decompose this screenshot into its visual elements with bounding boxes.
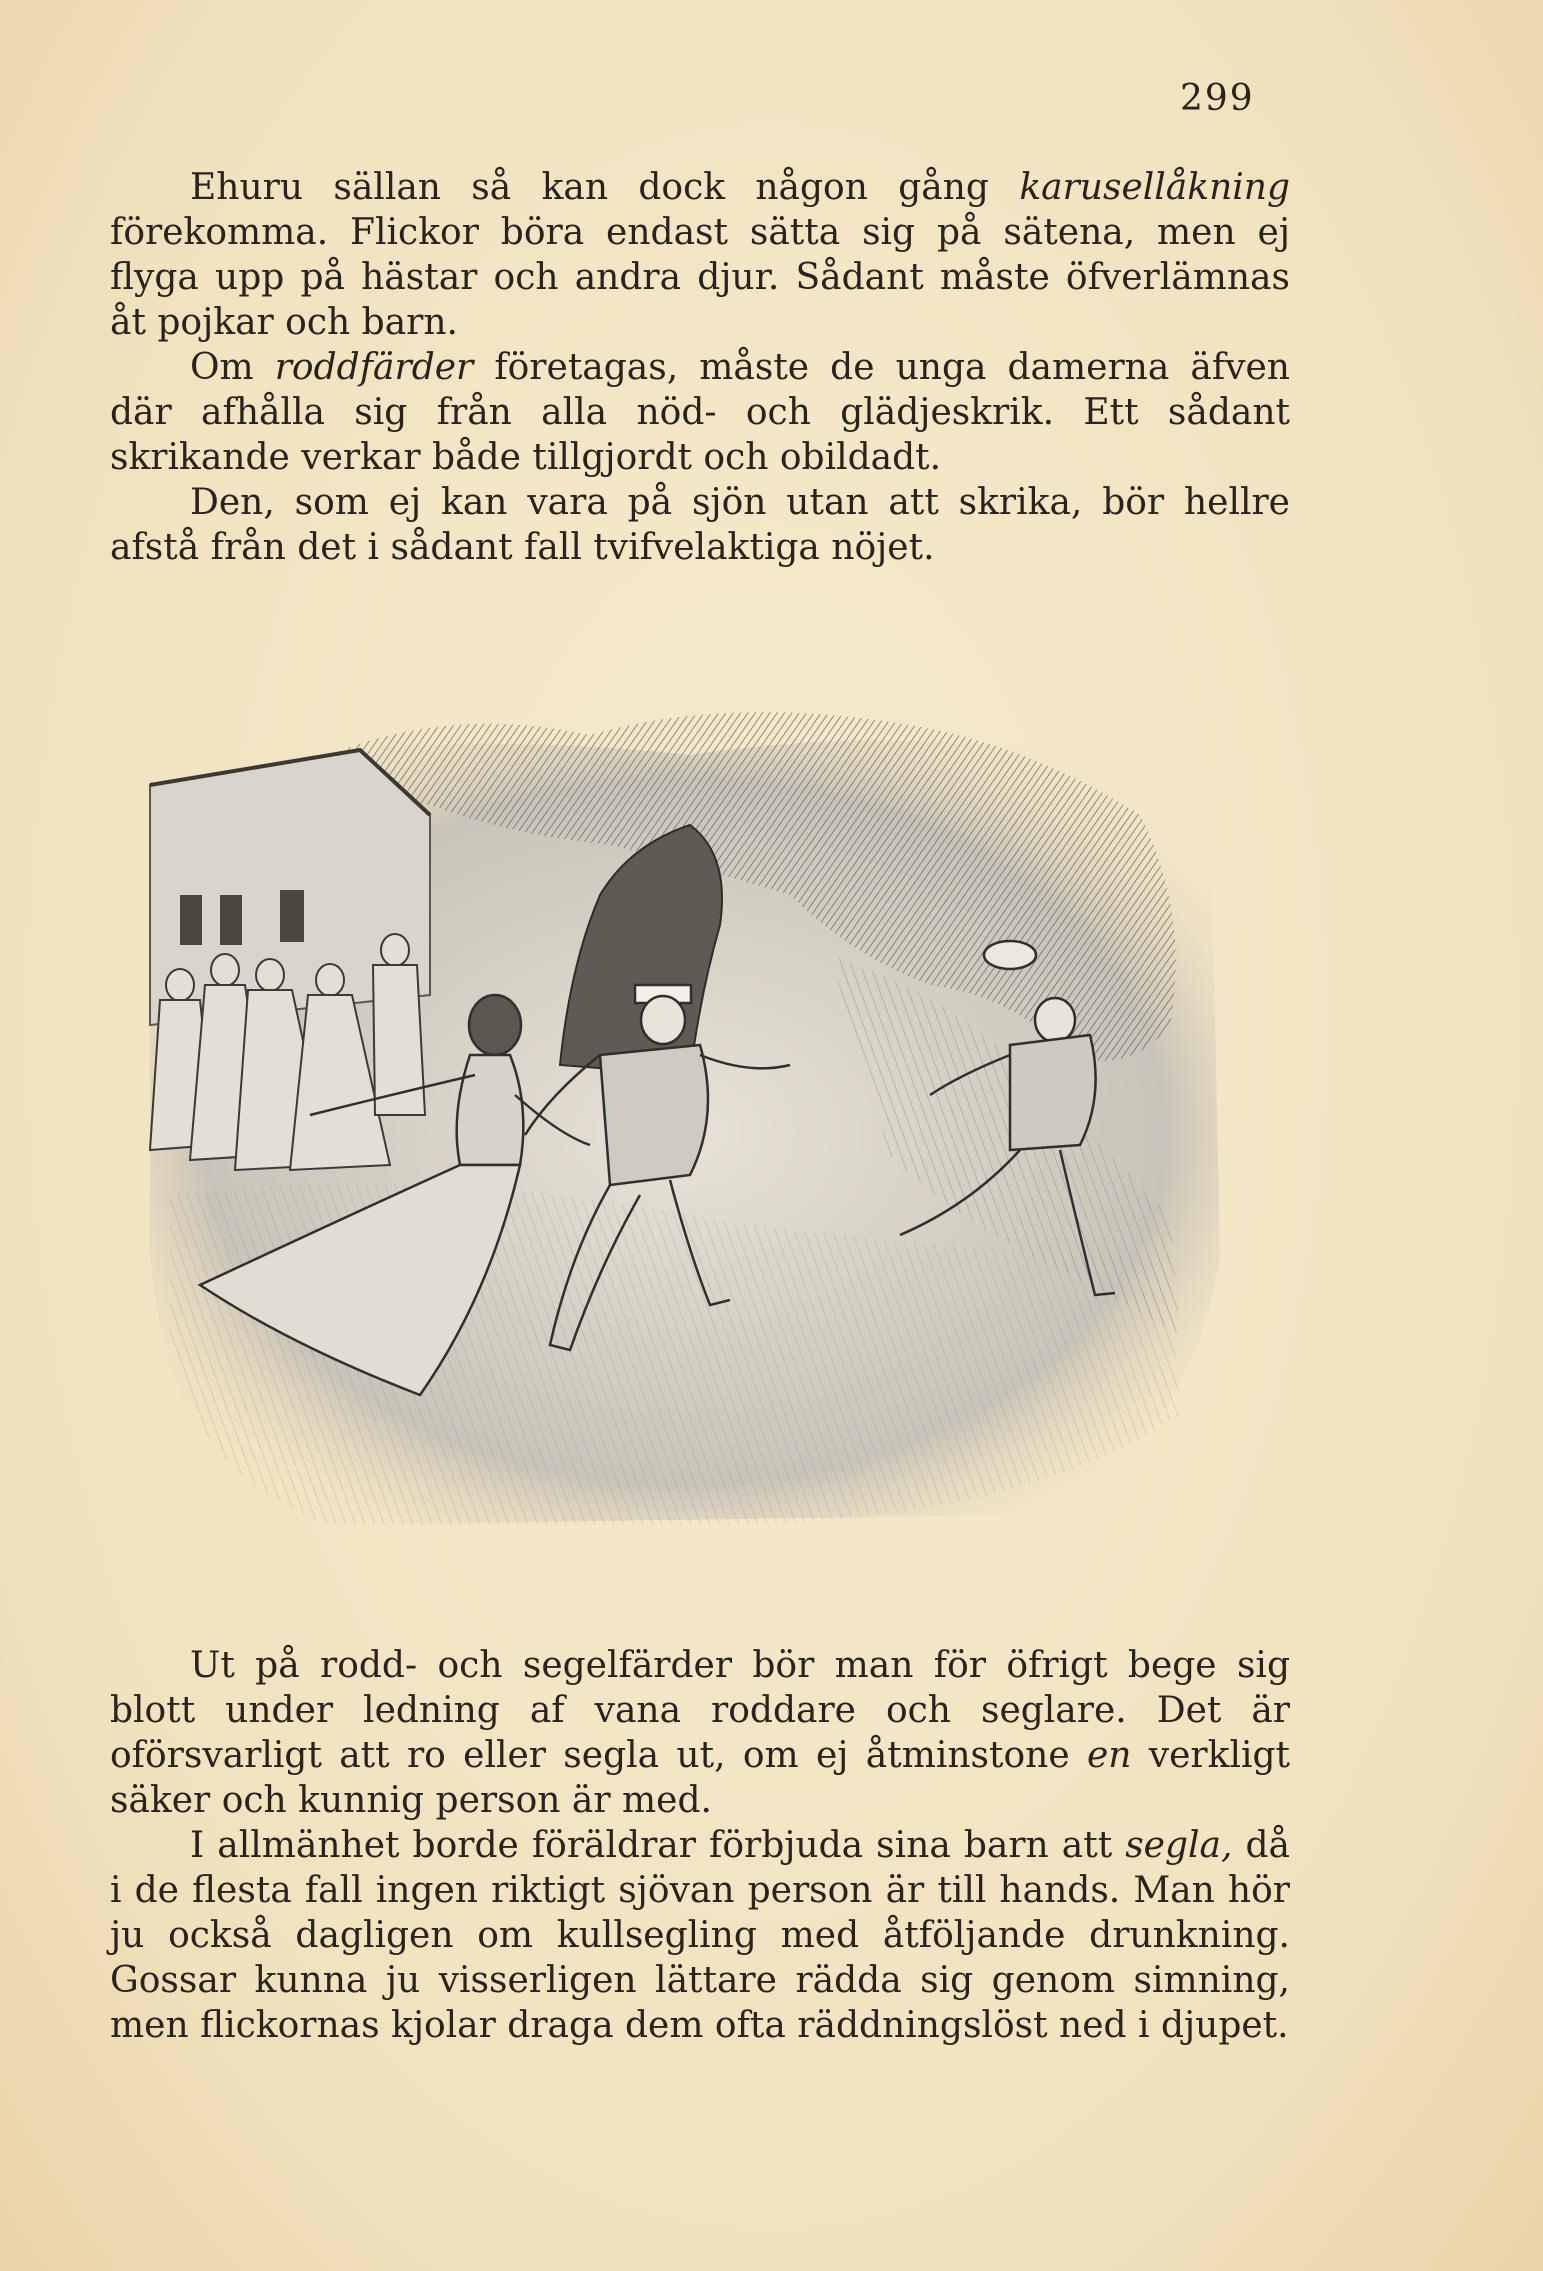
bottom-text-block [110, 1643, 1290, 2048]
paragraph-sailing-guidance: Ut på rodd- och segelfärder bör man för öfrigt bege sig blott under ledning af vana roddare och seglare. Det är oförsvarligt att ro eller segla ut, om ej åtminstone en verkligt säker och kunnig person är med. [110, 1645, 1290, 1821]
paragraph-rowing: Om roddfärder företagas, måste de unga damerna äfven där afhålla sig från alla nöd- och glädjeskrik. Ett sådant skrikande verkar både tillgjordt och obildadt. [110, 347, 1290, 478]
illustration-outdoor-game [130, 695, 1230, 1545]
top-text-block [110, 165, 1290, 570]
paragraph-carousel: Ehuru sällan så kan dock någon gång karusellåkning förekomma. Flickor böra endast sätta sig på sätena, men ej flyga upp på hästar och andra djur. Sådant måste öfverlämnas åt pojkar och barn. [110, 167, 1290, 343]
paragraph-parents-forbid: I allmänhet borde föräldrar förbjuda sina barn att segla, då i de flesta fall ingen riktigt sjövan person är till hands. Man hör ju också dagligen om kullsegling med åtföljande drunkning. Gossar kunna ju visserligen lättare rädda sig genom simning, men flickornas kjolar draga dem ofta räddningslöst ned i djupet. [110, 1825, 1290, 2046]
page-number: 299 [1180, 78, 1255, 119]
paragraph-screaming: Den, som ej kan vara på sjön utan att skrika, bör hellre afstå från det i sådant fall tvifvelaktiga nöjet. [110, 482, 1290, 568]
